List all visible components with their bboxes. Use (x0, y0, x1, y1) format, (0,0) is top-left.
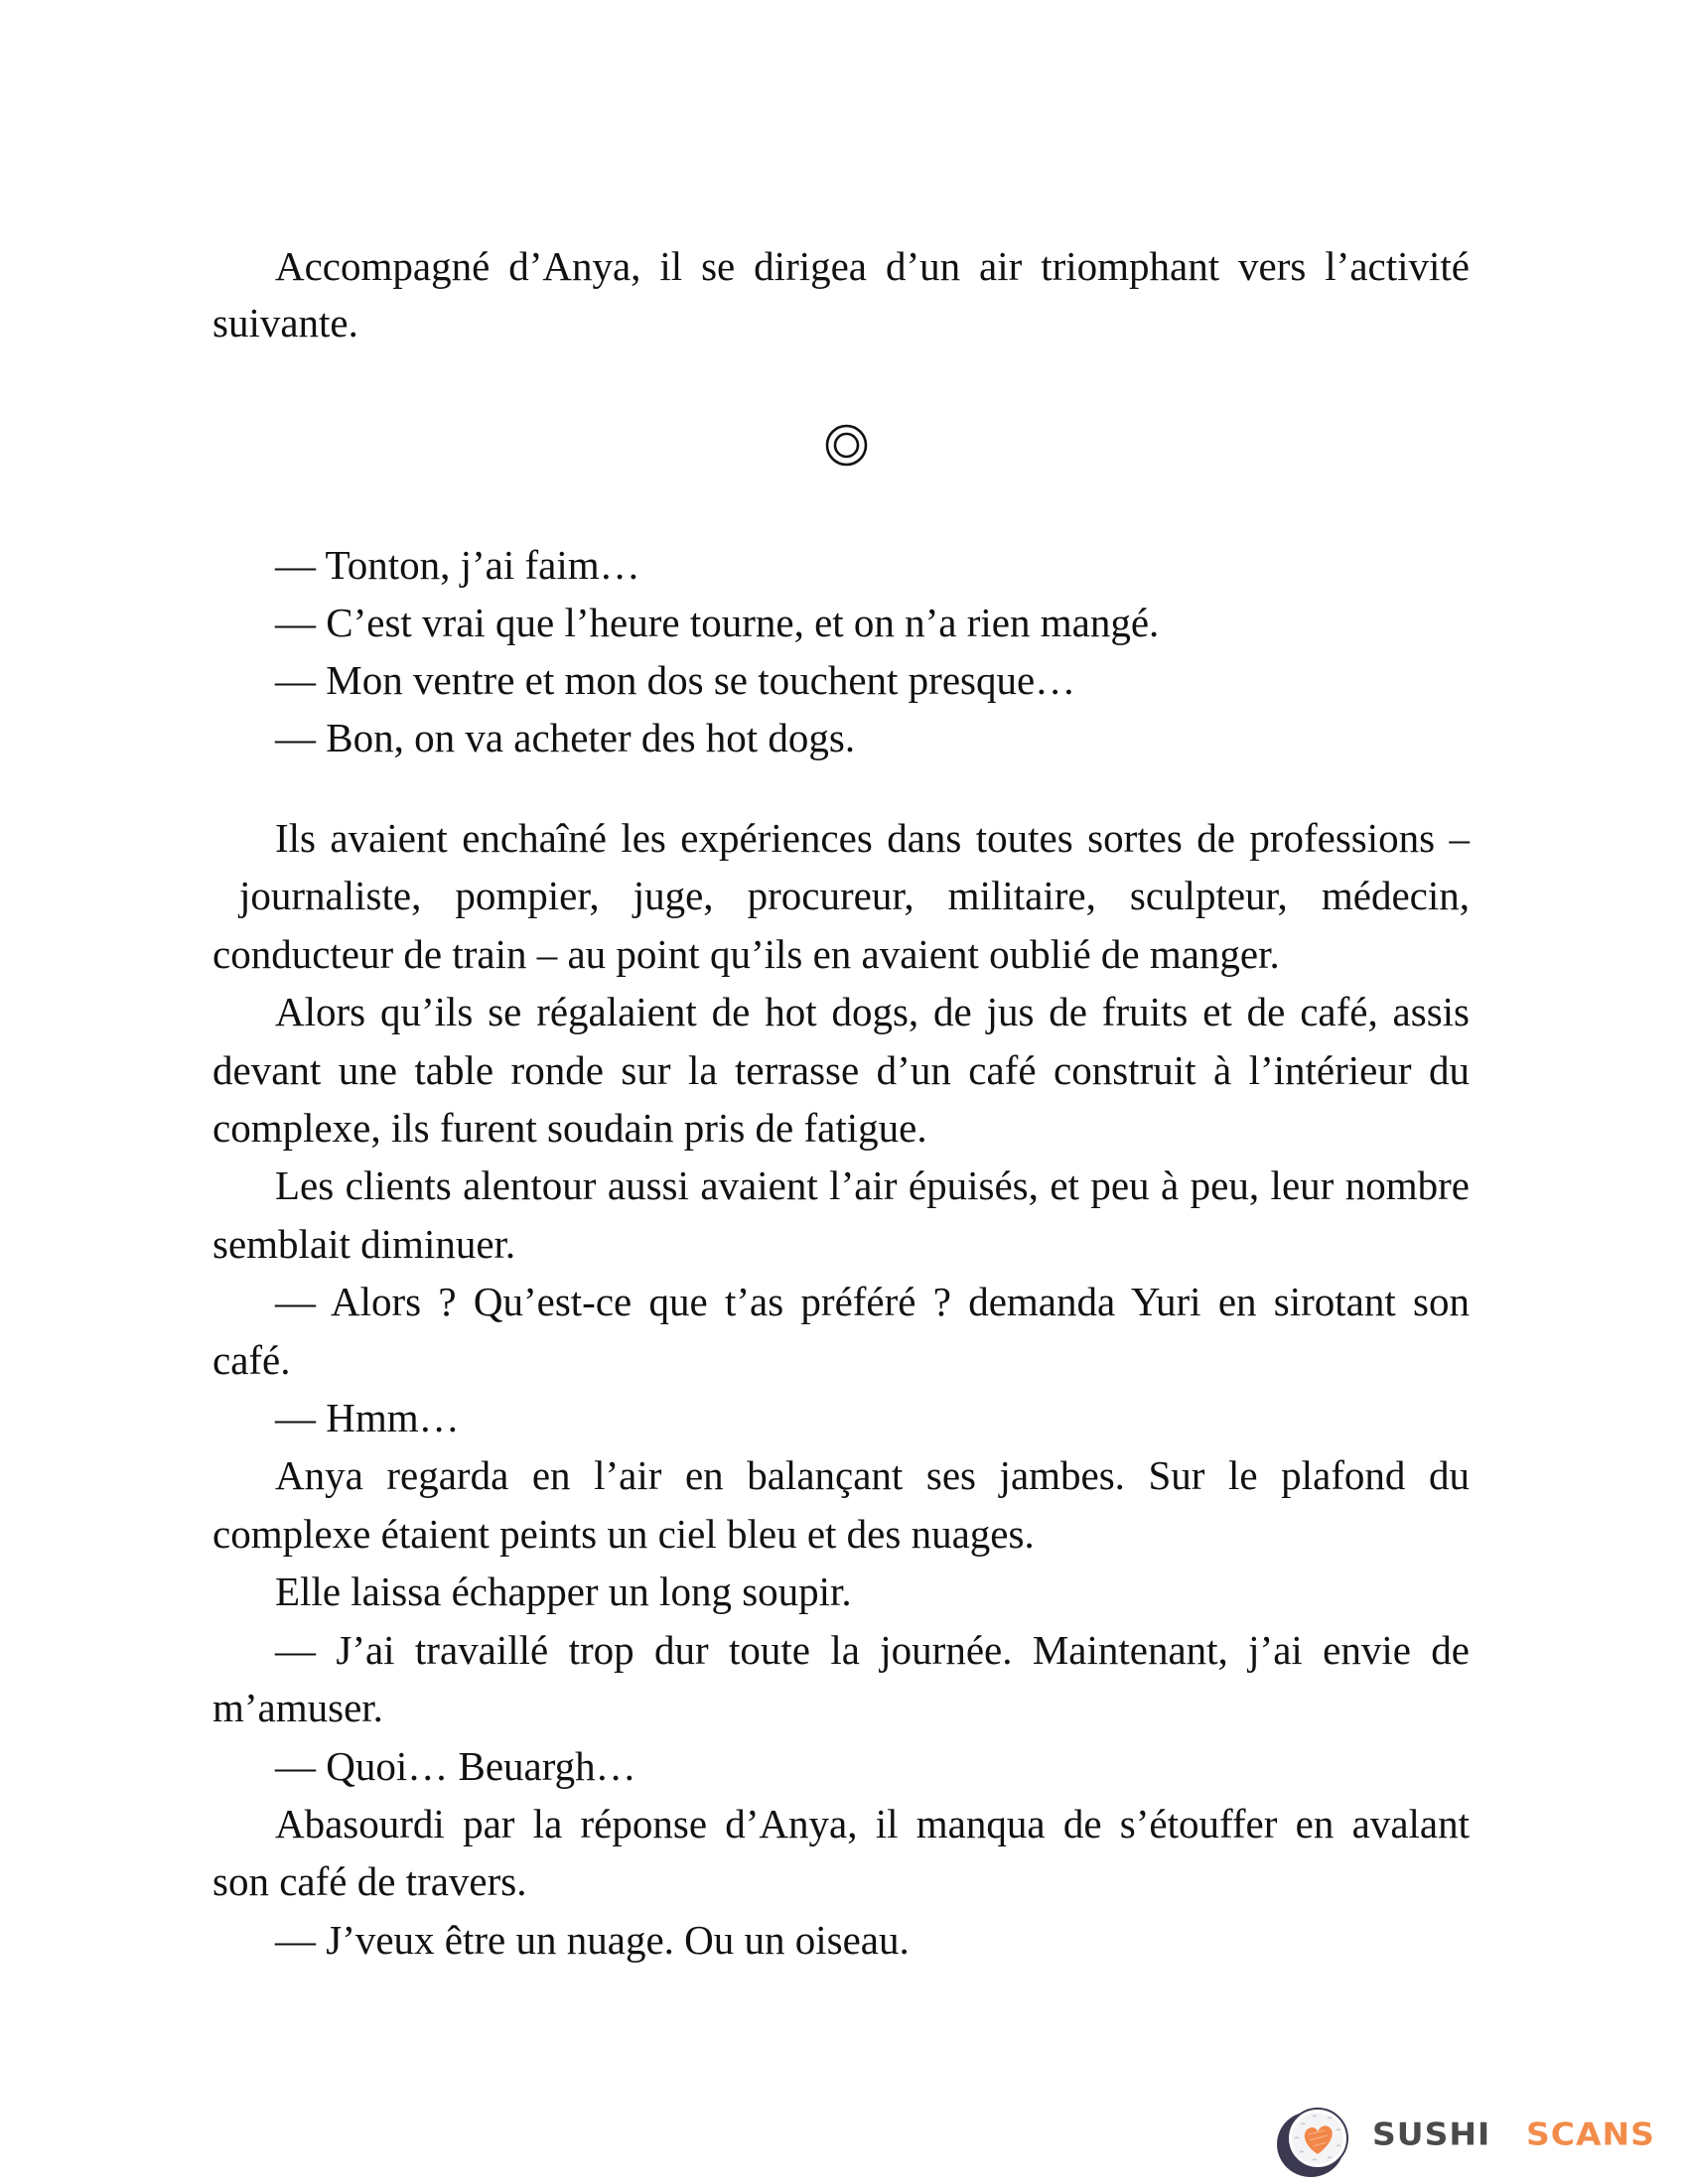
text-line: complexe étaient peints un ciel bleu et des nuages. (212, 1510, 1035, 1557)
dialogue-line: — Tonton, j’ai faim… (275, 542, 640, 588)
text-line: semblait diminuer. (212, 1220, 516, 1267)
watermark-word-sushi: SUSHI (1372, 2116, 1491, 2153)
text-line: Les clients alentour aussi avaient l’air épuisés, et peu à peu, leur nombre (275, 1162, 1470, 1209)
text-line: Ils avaient enchaîné les expériences dans toutes sortes de professions – (275, 815, 1470, 861)
dialogue-block (212, 536, 1470, 766)
text-line: Anya regarda en l’air en balançant ses jambes. Sur le plafond du (275, 1452, 1470, 1499)
dialogue-line: — Bon, on va acheter des hot dogs. (275, 715, 856, 760)
text-line: devant une table ronde sur la terrasse d’un café construit à l’intérieur du (212, 1046, 1470, 1093)
scene-break-separator (825, 424, 868, 467)
text-line: Elle laissa échapper un long soupir. (275, 1569, 852, 1615)
dialogue-line: — Alors ? Qu’est-ce que t’as préféré ? demanda Yuri en sirotant son (275, 1279, 1470, 1325)
text-line: m’amuser. (212, 1685, 383, 1731)
text-line: Alors qu’ils se régalaient de hot dogs, de jus de fruits et de café, assis (275, 989, 1470, 1035)
text-line: Accompagné d’Anya, il se dirigea d’un air triomphant vers l’activité (275, 243, 1470, 289)
text-line: Abasourdi par la réponse d’Anya, il manqua de s’étouffer en avalant (275, 1800, 1470, 1846)
text-line: café. (212, 1336, 291, 1383)
main-text-block (212, 809, 1470, 1969)
text-line: complexe, ils furent soudain pris de fatigue. (212, 1105, 927, 1152)
text-line: suivante. (212, 300, 358, 345)
paragraph-intro (212, 238, 1470, 351)
sushi-roll-icon (1273, 2103, 1358, 2178)
dialogue-line: — Mon ventre et mon dos se touchent presque… (275, 657, 1076, 703)
double-circle-icon (825, 424, 868, 467)
dialogue-line: — Quoi… Beuargh… (275, 1742, 636, 1789)
dialogue-line: — J’veux être un nuage. Ou un oiseau. (275, 1916, 910, 1963)
text-line: son café de travers. (212, 1858, 527, 1905)
dialogue-line: — Hmm… (275, 1395, 460, 1441)
dialogue-line: — C’est vrai que l’heure tourne, et on n’a rien mangé. (275, 600, 1160, 645)
watermark-word-scans: SCANS (1526, 2116, 1655, 2153)
text-line: conducteur de train – au point qu’ils en avaient oublié de manger. (212, 930, 1280, 977)
dialogue-line: — J’ai travaillé trop dur toute la journée. Maintenant, j’ai envie de (275, 1626, 1470, 1673)
text-line: journaliste, pompier, juge, procureur, militaire, sculpteur, médecin, (239, 873, 1470, 919)
sushi-scans-watermark (1273, 2103, 1688, 2178)
